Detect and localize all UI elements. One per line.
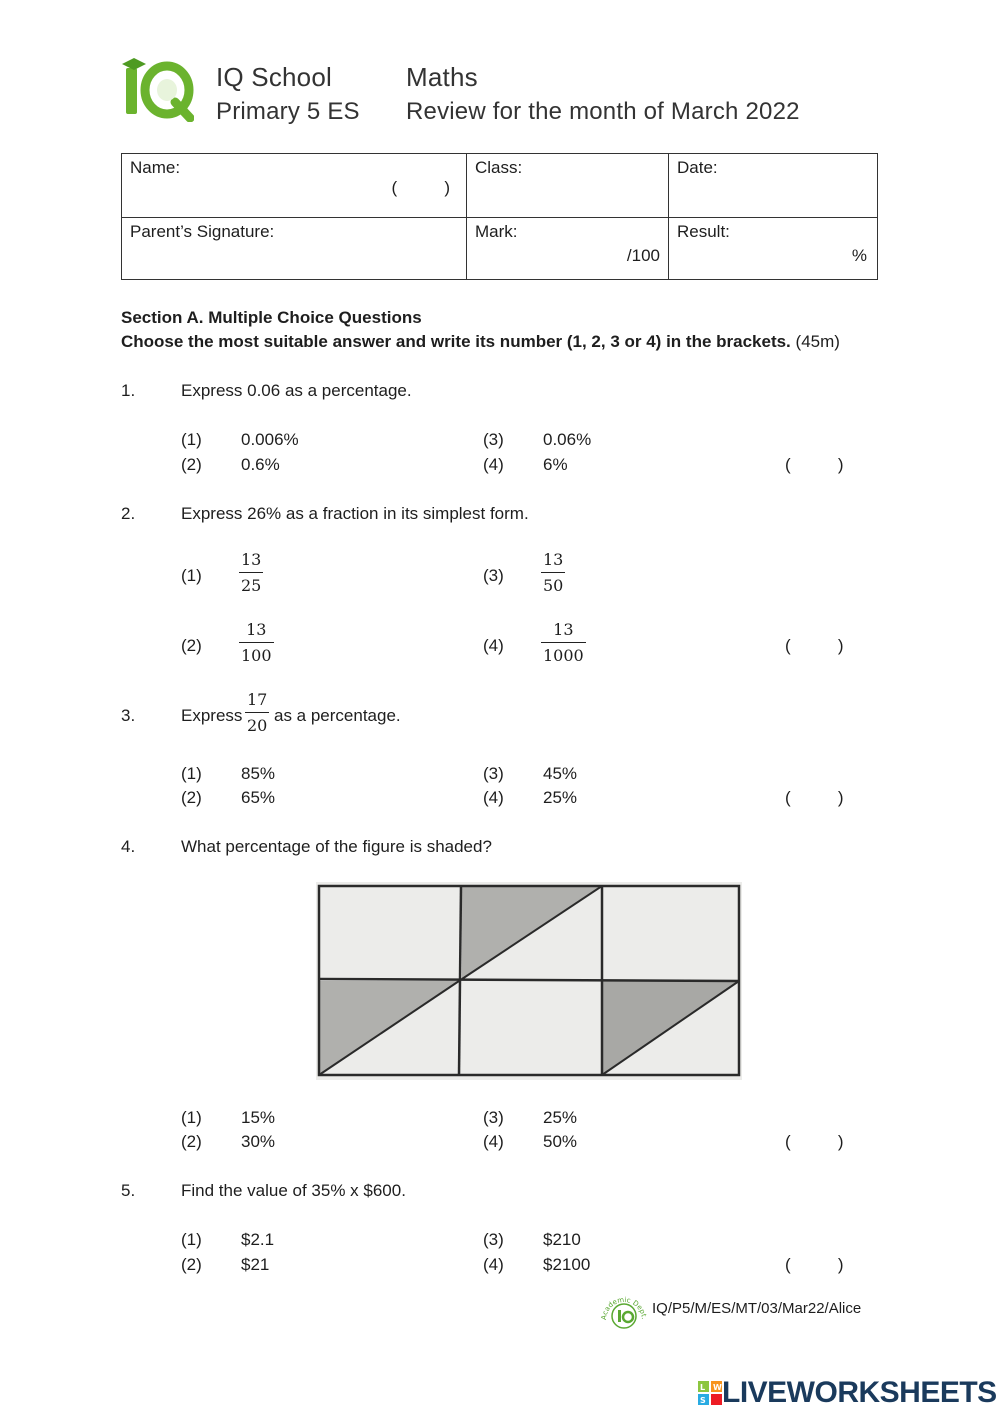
fraction-denominator: 50: [543, 576, 564, 595]
option-label: (1): [181, 430, 202, 449]
fraction-denominator: 25: [241, 576, 262, 595]
option-label: (1): [181, 1230, 202, 1249]
date-cell[interactable]: [669, 154, 878, 218]
option-label: (3): [483, 1230, 504, 1249]
section-title: Section A. Multiple Choice Questions: [121, 308, 422, 327]
fraction-denominator: 20: [247, 716, 268, 735]
fraction: [541, 620, 586, 665]
option-label: (3): [483, 430, 504, 449]
question-text: Express 26% as a fraction in its simplest form.: [181, 504, 529, 523]
option-label: (3): [483, 764, 504, 783]
option-value: 0.6%: [241, 455, 280, 474]
name-bracket: ( ): [391, 178, 450, 197]
option-label: (4): [483, 788, 504, 807]
question-number: 5.: [121, 1181, 136, 1200]
option-value: $21: [241, 1255, 270, 1274]
option-value: 0.06%: [543, 430, 592, 449]
class-label: Class:: [475, 158, 523, 177]
option-value: 0.006%: [241, 430, 299, 449]
name-cell[interactable]: [122, 154, 467, 218]
option-label: (4): [483, 636, 504, 655]
school-name: IQ School: [216, 62, 332, 92]
mark-label: Mark:: [475, 222, 518, 241]
date-label: Date:: [677, 158, 718, 177]
question-text-before: Express: [181, 706, 243, 725]
answer-bracket[interactable]: ( ): [785, 1255, 844, 1274]
svg-text:L: L: [700, 1383, 706, 1392]
answer-bracket[interactable]: ( ): [785, 1132, 844, 1151]
brand-name[interactable]: LIVEWORKSHEETS: [722, 1376, 997, 1409]
fraction-numerator: 13: [246, 620, 267, 639]
option-value: 30%: [241, 1132, 276, 1151]
fraction-numerator: 13: [543, 550, 564, 569]
option-value: 65%: [241, 788, 276, 807]
option-value: 15%: [241, 1108, 276, 1127]
option-value: 6%: [543, 455, 568, 474]
option-value: $2100: [543, 1255, 591, 1274]
option-label: (4): [483, 455, 504, 474]
section-instruction-line: [121, 332, 840, 352]
fraction-denominator: 100: [241, 646, 272, 665]
question-number: 2.: [121, 504, 136, 523]
class-cell[interactable]: [467, 154, 669, 218]
fraction: [239, 620, 274, 665]
fraction-numerator: 17: [247, 690, 268, 709]
class-level: Primary 5 ES: [216, 98, 360, 125]
option-label: (1): [181, 566, 202, 585]
option-value: $2.1: [241, 1230, 275, 1249]
option-value: 85%: [241, 764, 276, 783]
signature-label: Parent’s Signature:: [130, 222, 275, 241]
option-value: 50%: [543, 1132, 578, 1151]
subject-title: Maths: [406, 62, 478, 92]
answer-bracket[interactable]: ( ): [785, 455, 844, 474]
answer-bracket[interactable]: ( ): [785, 636, 844, 655]
option-label: (2): [181, 455, 202, 474]
question-text-after: as a percentage.: [274, 706, 401, 725]
document-code: IQ/P5/M/ES/MT/03/Mar22/Alice: [652, 1300, 862, 1317]
option-label: (2): [181, 788, 202, 807]
question-text: Express 0.06 as a percentage.: [181, 381, 412, 400]
option-label: (3): [483, 1108, 504, 1127]
fraction: [541, 550, 565, 595]
approval-stamp: [598, 1290, 650, 1342]
brand-icon: [698, 1381, 722, 1405]
shaded-figure: [316, 882, 742, 1080]
option-value: 45%: [543, 764, 578, 783]
option-label: (4): [483, 1255, 504, 1274]
review-title: Review for the month of March 2022: [406, 98, 800, 125]
question-text: Find the value of 35% x $600.: [181, 1181, 406, 1200]
fraction-numerator: 13: [553, 620, 574, 639]
fraction: [239, 550, 263, 595]
option-value: 25%: [543, 788, 578, 807]
option-label: (2): [181, 1255, 202, 1274]
fraction-numerator: 13: [241, 550, 262, 569]
result-label: Result:: [677, 222, 730, 241]
option-label: (1): [181, 764, 202, 783]
mark-total: /100: [626, 246, 660, 265]
option-label: (2): [181, 636, 202, 655]
answer-bracket[interactable]: ( ): [785, 788, 844, 807]
student-info-table: [121, 153, 878, 280]
svg-text:W: W: [713, 1383, 722, 1392]
option-value: $210: [543, 1230, 581, 1249]
option-label: (4): [483, 1132, 504, 1151]
fraction-denominator: 1000: [543, 646, 584, 665]
option-label: (1): [181, 1108, 202, 1127]
option-label: (3): [483, 566, 504, 585]
name-label: Name:: [130, 158, 181, 177]
result-unit: %: [851, 246, 867, 265]
stamp-text: Academic Dept.: [599, 1295, 649, 1321]
option-label: (2): [181, 1132, 202, 1151]
option-value: 25%: [543, 1108, 578, 1127]
question-number: 3.: [121, 706, 136, 725]
question-text: What percentage of the figure is shaded?: [181, 837, 492, 856]
svg-text:S: S: [700, 1396, 706, 1405]
question-number: 1.: [121, 381, 136, 400]
school-logo: [120, 56, 194, 122]
section-marks: (45m): [795, 332, 840, 351]
question-number: 4.: [121, 837, 136, 856]
mark-cell[interactable]: [467, 218, 669, 280]
result-cell[interactable]: [669, 218, 878, 280]
signature-cell[interactable]: [122, 218, 467, 280]
section-instruction: Choose the most suitable answer and write its number (1, 2, 3 or 4) in the brackets.: [121, 332, 791, 351]
fraction: [245, 690, 269, 735]
